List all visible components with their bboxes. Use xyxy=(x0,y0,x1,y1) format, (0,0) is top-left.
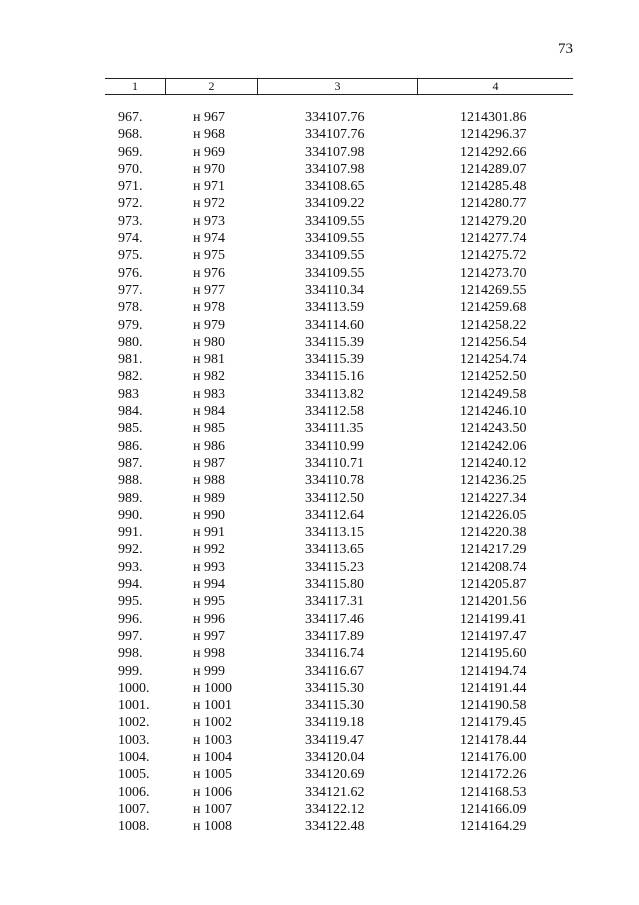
point-number-cell: 977. xyxy=(118,282,143,298)
point-number-cell: 978. xyxy=(118,300,143,316)
coord-x-cell: 334107.98 xyxy=(305,144,365,160)
point-id-cell: н 988 xyxy=(193,473,225,489)
coord-y-cell: 1214176.00 xyxy=(460,749,527,765)
coord-x-cell: 334109.55 xyxy=(305,265,365,281)
table-row xyxy=(0,524,639,541)
point-number-cell: 986. xyxy=(118,438,143,454)
table-row xyxy=(0,801,639,818)
coord-x-cell: 334109.22 xyxy=(305,196,365,212)
coord-y-cell: 1214226.05 xyxy=(460,507,527,523)
coord-y-cell: 1214296.37 xyxy=(460,127,527,143)
point-number-cell: 967. xyxy=(118,110,143,125)
point-id-cell: н 973 xyxy=(193,213,225,229)
table-row xyxy=(0,195,639,212)
coord-x-cell: 334119.47 xyxy=(305,732,364,748)
coord-x-cell: 334115.80 xyxy=(305,577,364,593)
point-number-cell: 994. xyxy=(118,577,143,593)
table-row xyxy=(0,611,639,628)
coord-y-cell: 1214242.06 xyxy=(460,438,527,454)
point-number-cell: 993. xyxy=(118,559,143,575)
table-row xyxy=(0,386,639,403)
point-number-cell: 979. xyxy=(118,317,143,333)
header-col-4: 4 xyxy=(417,79,573,94)
header-col-3: 3 xyxy=(257,79,417,94)
point-id-cell: н 1006 xyxy=(193,784,232,800)
coord-y-cell: 1214166.09 xyxy=(460,801,527,817)
point-id-cell: н 995 xyxy=(193,594,225,610)
coord-y-cell: 1214205.87 xyxy=(460,577,527,593)
point-number-cell: 1005. xyxy=(118,767,150,783)
coord-x-cell: 334109.55 xyxy=(305,231,365,247)
point-id-cell: н 982 xyxy=(193,369,225,385)
coord-x-cell: 334115.23 xyxy=(305,559,364,575)
coord-x-cell: 334108.65 xyxy=(305,179,365,195)
coord-y-cell: 1214236.25 xyxy=(460,473,527,489)
coord-x-cell: 334112.64 xyxy=(305,507,364,523)
point-number-cell: 1006. xyxy=(118,784,150,800)
table-row xyxy=(0,593,639,610)
coord-y-cell: 1214280.77 xyxy=(460,196,527,212)
point-number-cell: 984. xyxy=(118,404,143,420)
coord-y-cell: 1214254.74 xyxy=(460,352,527,368)
point-id-cell: н 972 xyxy=(193,196,225,212)
point-id-cell: н 969 xyxy=(193,144,225,160)
table-row xyxy=(0,178,639,195)
point-number-cell: 972. xyxy=(118,196,143,212)
coord-x-cell: 334117.46 xyxy=(305,611,364,627)
coord-y-cell: 1214179.45 xyxy=(460,715,527,731)
coord-y-cell: 1214201.56 xyxy=(460,594,527,610)
point-number-cell: 976. xyxy=(118,265,143,281)
table-row xyxy=(0,144,639,161)
coord-x-cell: 334110.99 xyxy=(305,438,364,454)
coord-y-cell: 1214301.86 xyxy=(460,110,527,125)
point-number-cell: 1004. xyxy=(118,749,150,765)
table-row xyxy=(0,680,639,697)
table-row xyxy=(0,109,639,126)
coord-x-cell: 334119.18 xyxy=(305,715,364,731)
table-row xyxy=(0,784,639,801)
table-row xyxy=(0,317,639,334)
coord-y-cell: 1214191.44 xyxy=(460,680,527,696)
coord-y-cell: 1214227.34 xyxy=(460,490,527,506)
table-row xyxy=(0,230,639,247)
table-row xyxy=(0,663,639,680)
coord-y-cell: 1214190.58 xyxy=(460,698,527,714)
coord-x-cell: 334117.31 xyxy=(305,594,364,610)
coord-y-cell: 1214199.41 xyxy=(460,611,527,627)
point-number-cell: 981. xyxy=(118,352,143,368)
point-id-cell: н 967 xyxy=(193,110,225,125)
coord-y-cell: 1214195.60 xyxy=(460,646,527,662)
table-row xyxy=(0,161,639,178)
point-number-cell: 983 xyxy=(118,386,139,402)
point-number-cell: 992. xyxy=(118,542,143,558)
table-row xyxy=(0,351,639,368)
coord-y-cell: 1214178.44 xyxy=(460,732,527,748)
point-number-cell: 995. xyxy=(118,594,143,610)
point-number-cell: 999. xyxy=(118,663,143,679)
header-col-1: 1 xyxy=(132,79,138,93)
point-id-cell: н 987 xyxy=(193,455,225,471)
table-row xyxy=(0,559,639,576)
point-id-cell: н 1007 xyxy=(193,801,232,817)
point-id-cell: н 998 xyxy=(193,646,225,662)
coord-y-cell: 1214275.72 xyxy=(460,248,527,264)
point-number-cell: 975. xyxy=(118,248,143,264)
point-number-cell: 982. xyxy=(118,369,143,385)
table-row xyxy=(0,472,639,489)
point-id-cell: н 997 xyxy=(193,628,225,644)
header-col-2: 2 xyxy=(165,79,257,94)
coord-y-cell: 1214208.74 xyxy=(460,559,527,575)
point-id-cell: н 1008 xyxy=(193,819,232,835)
point-id-cell: н 985 xyxy=(193,421,225,437)
point-id-cell: н 989 xyxy=(193,490,225,506)
coord-x-cell: 334111.35 xyxy=(305,421,364,437)
coord-x-cell: 334112.50 xyxy=(305,490,364,506)
point-id-cell: н 994 xyxy=(193,577,225,593)
coord-x-cell: 334109.55 xyxy=(305,248,365,264)
table-row xyxy=(0,213,639,230)
table-row xyxy=(0,541,639,558)
point-number-cell: 1001. xyxy=(118,698,150,714)
coord-x-cell: 334113.65 xyxy=(305,542,364,558)
table-row xyxy=(0,490,639,507)
coord-x-cell: 334115.30 xyxy=(305,698,364,714)
table-header xyxy=(105,78,573,95)
coord-y-cell: 1214246.10 xyxy=(460,404,527,420)
coord-y-cell: 1214249.58 xyxy=(460,386,527,402)
coord-y-cell: 1214273.70 xyxy=(460,265,527,281)
point-number-cell: 991. xyxy=(118,525,143,541)
coord-y-cell: 1214243.50 xyxy=(460,421,527,437)
point-id-cell: н 1002 xyxy=(193,715,232,731)
coord-y-cell: 1214172.26 xyxy=(460,767,527,783)
point-id-cell: н 983 xyxy=(193,386,225,402)
point-id-cell: н 974 xyxy=(193,231,225,247)
point-id-cell: н 980 xyxy=(193,334,225,350)
coord-y-cell: 1214197.47 xyxy=(460,628,527,644)
table-row xyxy=(0,455,639,472)
point-number-cell: 990. xyxy=(118,507,143,523)
coord-y-cell: 1214240.12 xyxy=(460,455,527,471)
point-number-cell: 974. xyxy=(118,231,143,247)
table-row xyxy=(0,265,639,282)
point-id-cell: н 975 xyxy=(193,248,225,264)
table-row xyxy=(0,714,639,731)
table-row xyxy=(0,334,639,351)
point-id-cell: н 968 xyxy=(193,127,225,143)
coord-y-cell: 1214285.48 xyxy=(460,179,527,195)
point-number-cell: 980. xyxy=(118,334,143,350)
point-id-cell: н 991 xyxy=(193,525,225,541)
point-id-cell: н 986 xyxy=(193,438,225,454)
table-body xyxy=(0,109,639,835)
coord-x-cell: 334122.12 xyxy=(305,801,365,817)
coord-x-cell: 334116.74 xyxy=(305,646,364,662)
coord-x-cell: 334115.39 xyxy=(305,334,364,350)
coord-x-cell: 334110.71 xyxy=(305,455,364,471)
coord-y-cell: 1214269.55 xyxy=(460,282,527,298)
point-id-cell: н 977 xyxy=(193,282,225,298)
coord-x-cell: 334109.55 xyxy=(305,213,365,229)
coord-y-cell: 1214279.20 xyxy=(460,213,527,229)
coord-x-cell: 334121.62 xyxy=(305,784,365,800)
point-number-cell: 985. xyxy=(118,421,143,437)
point-id-cell: н 1005 xyxy=(193,767,232,783)
coord-y-cell: 1214289.07 xyxy=(460,161,527,177)
table-row xyxy=(0,645,639,662)
table-row xyxy=(0,576,639,593)
table-row xyxy=(0,126,639,143)
point-id-cell: н 976 xyxy=(193,265,225,281)
point-number-cell: 988. xyxy=(118,473,143,489)
table-row xyxy=(0,818,639,835)
coord-y-cell: 1214292.66 xyxy=(460,144,527,160)
table-row xyxy=(0,628,639,645)
point-id-cell: н 981 xyxy=(193,352,225,368)
coord-x-cell: 334110.34 xyxy=(305,282,364,298)
point-number-cell: 987. xyxy=(118,455,143,471)
point-id-cell: н 996 xyxy=(193,611,225,627)
coord-x-cell: 334114.60 xyxy=(305,317,364,333)
point-number-cell: 1002. xyxy=(118,715,150,731)
point-number-cell: 998. xyxy=(118,646,143,662)
coord-x-cell: 334115.30 xyxy=(305,680,364,696)
point-number-cell: 970. xyxy=(118,161,143,177)
table-row xyxy=(0,420,639,437)
point-id-cell: н 993 xyxy=(193,559,225,575)
point-number-cell: 1003. xyxy=(118,732,150,748)
coord-y-cell: 1214168.53 xyxy=(460,784,527,800)
coord-x-cell: 334113.82 xyxy=(305,386,364,402)
table-row xyxy=(0,282,639,299)
point-id-cell: н 1004 xyxy=(193,749,232,765)
point-id-cell: н 999 xyxy=(193,663,225,679)
coord-x-cell: 334120.69 xyxy=(305,767,365,783)
point-number-cell: 989. xyxy=(118,490,143,506)
coord-x-cell: 334107.76 xyxy=(305,110,365,125)
point-id-cell: н 971 xyxy=(193,179,225,195)
coord-x-cell: 334117.89 xyxy=(305,628,364,644)
point-id-cell: н 984 xyxy=(193,404,225,420)
table-row xyxy=(0,507,639,524)
point-number-cell: 968. xyxy=(118,127,143,143)
table-row xyxy=(0,766,639,783)
table-row xyxy=(0,749,639,766)
coord-y-cell: 1214194.74 xyxy=(460,663,527,679)
coord-x-cell: 334112.58 xyxy=(305,404,364,420)
table-row xyxy=(0,697,639,714)
point-id-cell: н 992 xyxy=(193,542,225,558)
table-row xyxy=(0,438,639,455)
point-number-cell: 997. xyxy=(118,628,143,644)
table-row xyxy=(0,368,639,385)
coord-x-cell: 334116.67 xyxy=(305,663,364,679)
coord-x-cell: 334113.59 xyxy=(305,300,364,316)
point-number-cell: 971. xyxy=(118,179,143,195)
coord-x-cell: 334110.78 xyxy=(305,473,364,489)
coord-x-cell: 334107.76 xyxy=(305,127,365,143)
table-row xyxy=(0,403,639,420)
table-row xyxy=(0,299,639,316)
page-number: 73 xyxy=(558,41,573,57)
point-number-cell: 973. xyxy=(118,213,143,229)
point-id-cell: н 970 xyxy=(193,161,225,177)
point-id-cell: н 1001 xyxy=(193,698,232,714)
coord-x-cell: 334122.48 xyxy=(305,819,365,835)
coord-y-cell: 1214259.68 xyxy=(460,300,527,316)
coord-y-cell: 1214164.29 xyxy=(460,819,527,835)
coord-y-cell: 1214277.74 xyxy=(460,231,527,247)
point-id-cell: н 979 xyxy=(193,317,225,333)
point-id-cell: н 990 xyxy=(193,507,225,523)
coord-y-cell: 1214258.22 xyxy=(460,317,527,333)
point-number-cell: 1008. xyxy=(118,819,150,835)
point-number-cell: 996. xyxy=(118,611,143,627)
point-number-cell: 1007. xyxy=(118,801,150,817)
coord-x-cell: 334115.39 xyxy=(305,352,364,368)
coord-y-cell: 1214220.38 xyxy=(460,525,527,541)
point-number-cell: 1000. xyxy=(118,680,150,696)
point-id-cell: н 1000 xyxy=(193,680,232,696)
coord-y-cell: 1214256.54 xyxy=(460,334,527,350)
coord-y-cell: 1214252.50 xyxy=(460,369,527,385)
table-row xyxy=(0,732,639,749)
table-row xyxy=(0,247,639,264)
coord-x-cell: 334120.04 xyxy=(305,749,365,765)
coord-x-cell: 334115.16 xyxy=(305,369,364,385)
point-number-cell: 969. xyxy=(118,144,143,160)
coord-x-cell: 334107.98 xyxy=(305,161,365,177)
coord-y-cell: 1214217.29 xyxy=(460,542,527,558)
point-id-cell: н 978 xyxy=(193,300,225,316)
point-id-cell: н 1003 xyxy=(193,732,232,748)
coord-x-cell: 334113.15 xyxy=(305,525,364,541)
